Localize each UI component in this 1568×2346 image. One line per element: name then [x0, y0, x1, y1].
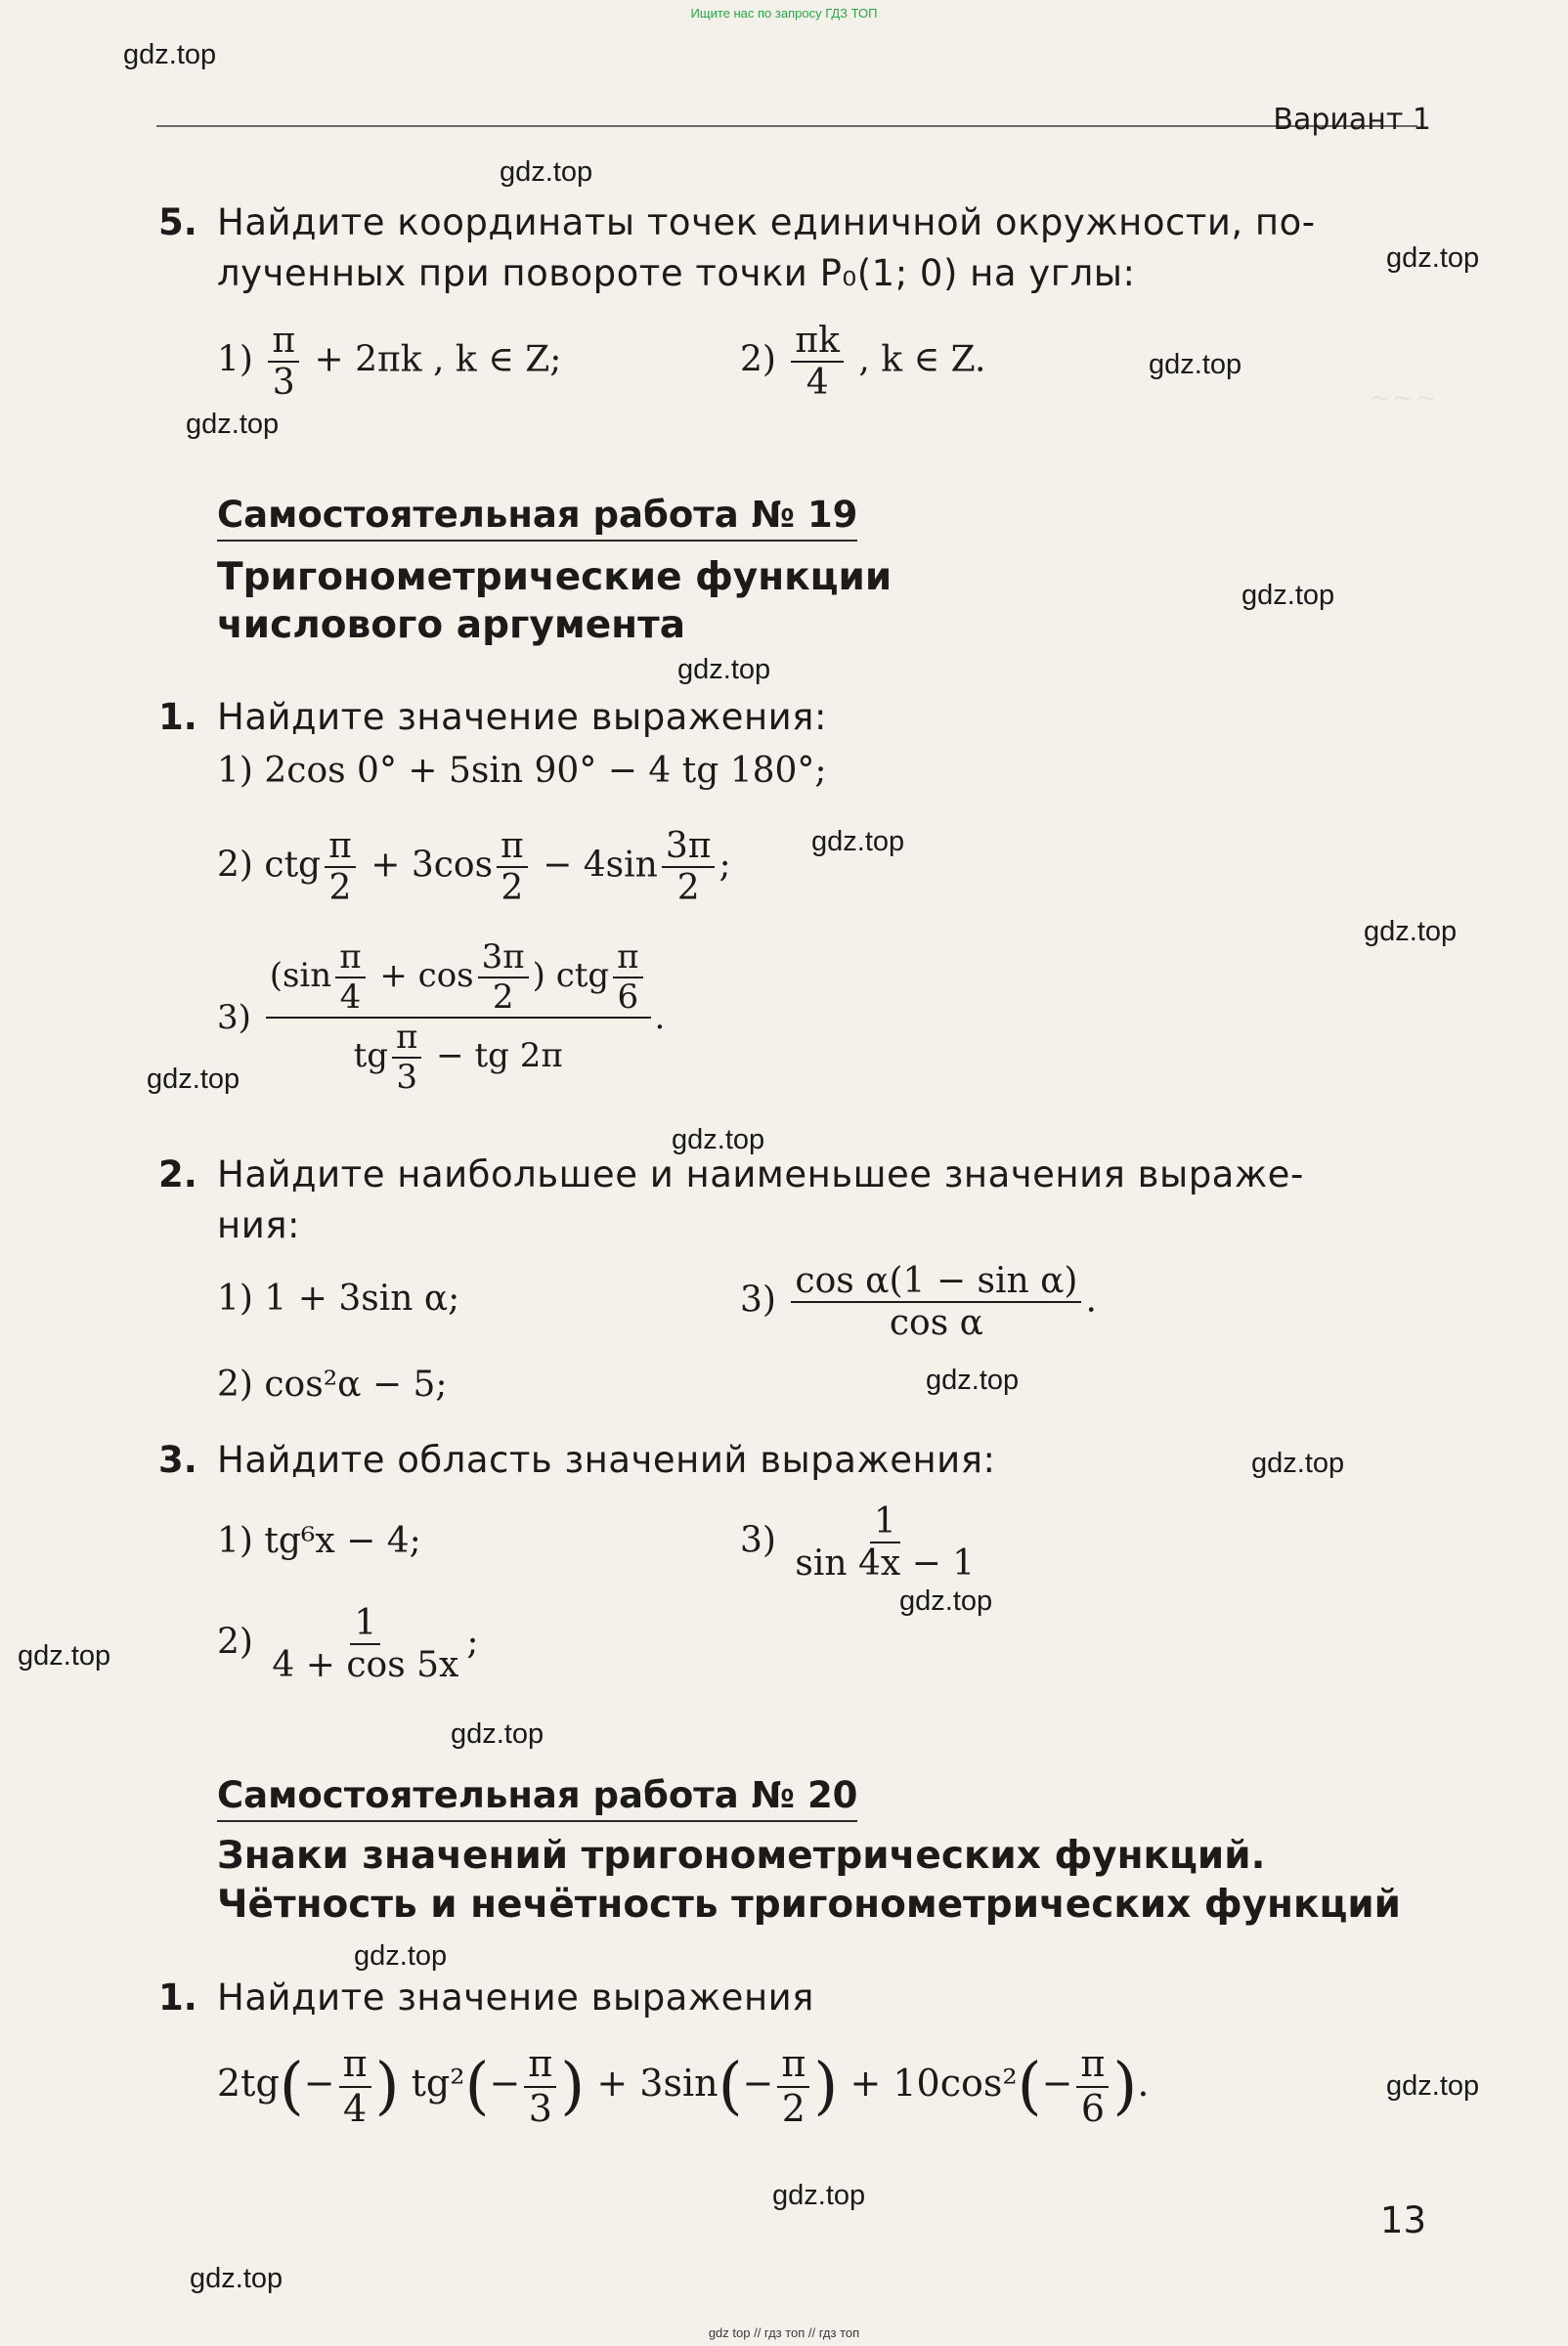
work20-task1-expression: 2tg(− $\frac{\pi}{4}$ ) tg²(− $\frac{\pi}{3}$ ) + 3sin(− $\frac{\pi}{2}$ ) + 10cos²(− $\frac{\pi}{6}$ ).: [217, 2042, 1150, 2130]
fraction: $\frac{1}{\sin 4x - 1}$: [795, 1501, 976, 1585]
watermark: gdz.top: [672, 1124, 765, 1155]
watermark: gdz.top: [147, 1064, 240, 1095]
fraction: $\frac{\pi}{3}$: [268, 321, 299, 404]
task5-item1: 1) $\frac{\pi}{3}$ + 2πk , k ∈ Z;: [217, 321, 562, 404]
work19-task2-item3: 3) $\frac{\text{cos α(1 − sin α)}}{\text{cos α}}$ .: [740, 1261, 1097, 1344]
fraction: $\frac{3\pi}{2}$: [478, 938, 529, 1017]
work19-task3-item3: 3) $\frac{1}{\sin 4x - 1}$: [740, 1501, 982, 1585]
watermark: gdz.top: [1149, 349, 1242, 380]
complex-fraction: (sin $\frac{\pi}{4}$ + cos $\frac{3\pi}{2}$ ) ctg $\frac{\pi}{6}$ tg $\frac{\pi}{3}$ − tg 2π: [266, 938, 651, 1097]
work19-task3-text: Найдите область значений выражения:: [217, 1439, 996, 1481]
fraction: $\frac{\pi}{4}$: [335, 938, 365, 1017]
work19-task1-number: 1.: [158, 696, 197, 738]
watermark: gdz.top: [186, 409, 280, 440]
watermark: gdz.top: [18, 1640, 111, 1672]
fraction: $\frac{\pi}{3}$: [392, 1019, 421, 1097]
fraction: $\frac{\pi}{2}$: [777, 2043, 809, 2130]
work19-task3-number: 3.: [158, 1439, 197, 1481]
watermark: gdz.top: [123, 39, 217, 70]
fraction: $\frac{\pi}{2}$: [497, 826, 528, 909]
work19-task2-text-line2: ния:: [217, 1204, 300, 1246]
work19-task2-item2: 2) cos²α − 5;: [217, 1365, 448, 1405]
work20-subtitle-line2: Чётность и нечётность тригонометрических функций: [217, 1883, 1401, 1927]
work19-title: Самостоятельная работа № 19: [217, 494, 857, 542]
watermark: gdz.top: [1364, 916, 1458, 947]
header-rule: [156, 125, 1417, 127]
fraction: $\frac{\pi}{3}$: [524, 2043, 556, 2130]
page-number: 13: [1379, 2199, 1426, 2241]
work19-task3-item2: 2) $\frac{1}{4 + \cos 5x}$ ;: [217, 1603, 479, 1686]
watermark: gdz.top: [772, 2180, 866, 2211]
fraction: $\frac{\pi}{6}$: [1076, 2043, 1109, 2130]
watermark: gdz.top: [500, 156, 593, 188]
watermark: gdz.top: [899, 1586, 993, 1617]
fraction: $\frac{\pi}{6}$: [613, 938, 642, 1017]
watermark: gdz.top: [1251, 1448, 1345, 1479]
work19-task1-text: Найдите значение выражения:: [217, 696, 827, 738]
work20-subtitle-line1: Знаки значений тригонометрических функций.: [217, 1834, 1266, 1878]
task5-text-line1: Найдите координаты точек единичной окружности, по-: [217, 201, 1316, 243]
watermark: gdz.top: [1386, 2070, 1480, 2102]
work20-task1-text: Найдите значение выражения: [217, 1977, 814, 2019]
watermark: gdz.top: [190, 2263, 283, 2294]
fraction: $\frac{\pi}{4}$: [339, 2043, 371, 2130]
work19-task1-item3: 3) (sin $\frac{\pi}{4}$ + cos $\frac{3\pi}{2}$ ) ctg $\frac{\pi}{6}$ tg $\frac{\pi}{3}$ − tg 2π .: [217, 937, 666, 1098]
work19-task1-item1: 1) 2cos 0° + 5sin 90° − 4 tg 180°;: [217, 751, 827, 791]
watermark: gdz.top: [354, 1940, 448, 1972]
watermark: gdz.top: [677, 654, 771, 685]
fraction: $\frac{1}{4 + \cos 5x}$: [272, 1603, 459, 1686]
watermark: gdz.top: [1241, 580, 1335, 611]
watermark: gdz.top: [811, 826, 905, 857]
work19-subtitle-line1: Тригонометрические функции: [217, 555, 893, 599]
work20-task1-number: 1.: [158, 1977, 197, 2019]
work20-title: Самостоятельная работа № 20: [217, 1774, 857, 1822]
fraction: $\frac{\text{cos α(1 − sin α)}}{\text{cos α}}$: [791, 1261, 1081, 1344]
fraction: $\frac{\pi}{2}$: [325, 826, 356, 909]
task5-text-line2: лученных при повороте точки P₀(1; 0) на углы:: [217, 252, 1136, 294]
work19-task3-item1: 1) tg⁶x − 4;: [217, 1521, 421, 1561]
bleed-through-mark: ~~~: [1369, 381, 1438, 413]
fraction: $\frac{\pi k}{4}$: [791, 321, 843, 404]
watermark: gdz.top: [1386, 242, 1480, 274]
variant-label: Вариант 1: [1273, 103, 1431, 137]
fraction: $\frac{3\pi}{2}$: [662, 826, 716, 909]
bottom-banner: gdz top // гдз топ // гдз топ: [708, 2325, 860, 2340]
watermark: gdz.top: [926, 1365, 1020, 1396]
task5-number: 5.: [158, 201, 197, 243]
work19-subtitle-line2: числового аргумента: [217, 603, 686, 647]
work19-task1-item2: 2) ctg $\frac{\pi}{2}$ + 3cos $\frac{\pi}{2}$ − 4sin $\frac{3\pi}{2}$ ;: [217, 826, 731, 909]
work19-task2-number: 2.: [158, 1153, 197, 1195]
task5-item2: 2) $\frac{\pi k}{4}$ , k ∈ Z.: [740, 321, 986, 404]
work19-task2-text-line1: Найдите наибольшее и наименьшее значения выраже-: [217, 1153, 1304, 1195]
watermark: gdz.top: [451, 1718, 544, 1750]
top-banner: Ищите нас по запросу ГДЗ ТОП: [690, 6, 878, 21]
work19-task2-item1: 1) 1 + 3sin α;: [217, 1279, 460, 1319]
